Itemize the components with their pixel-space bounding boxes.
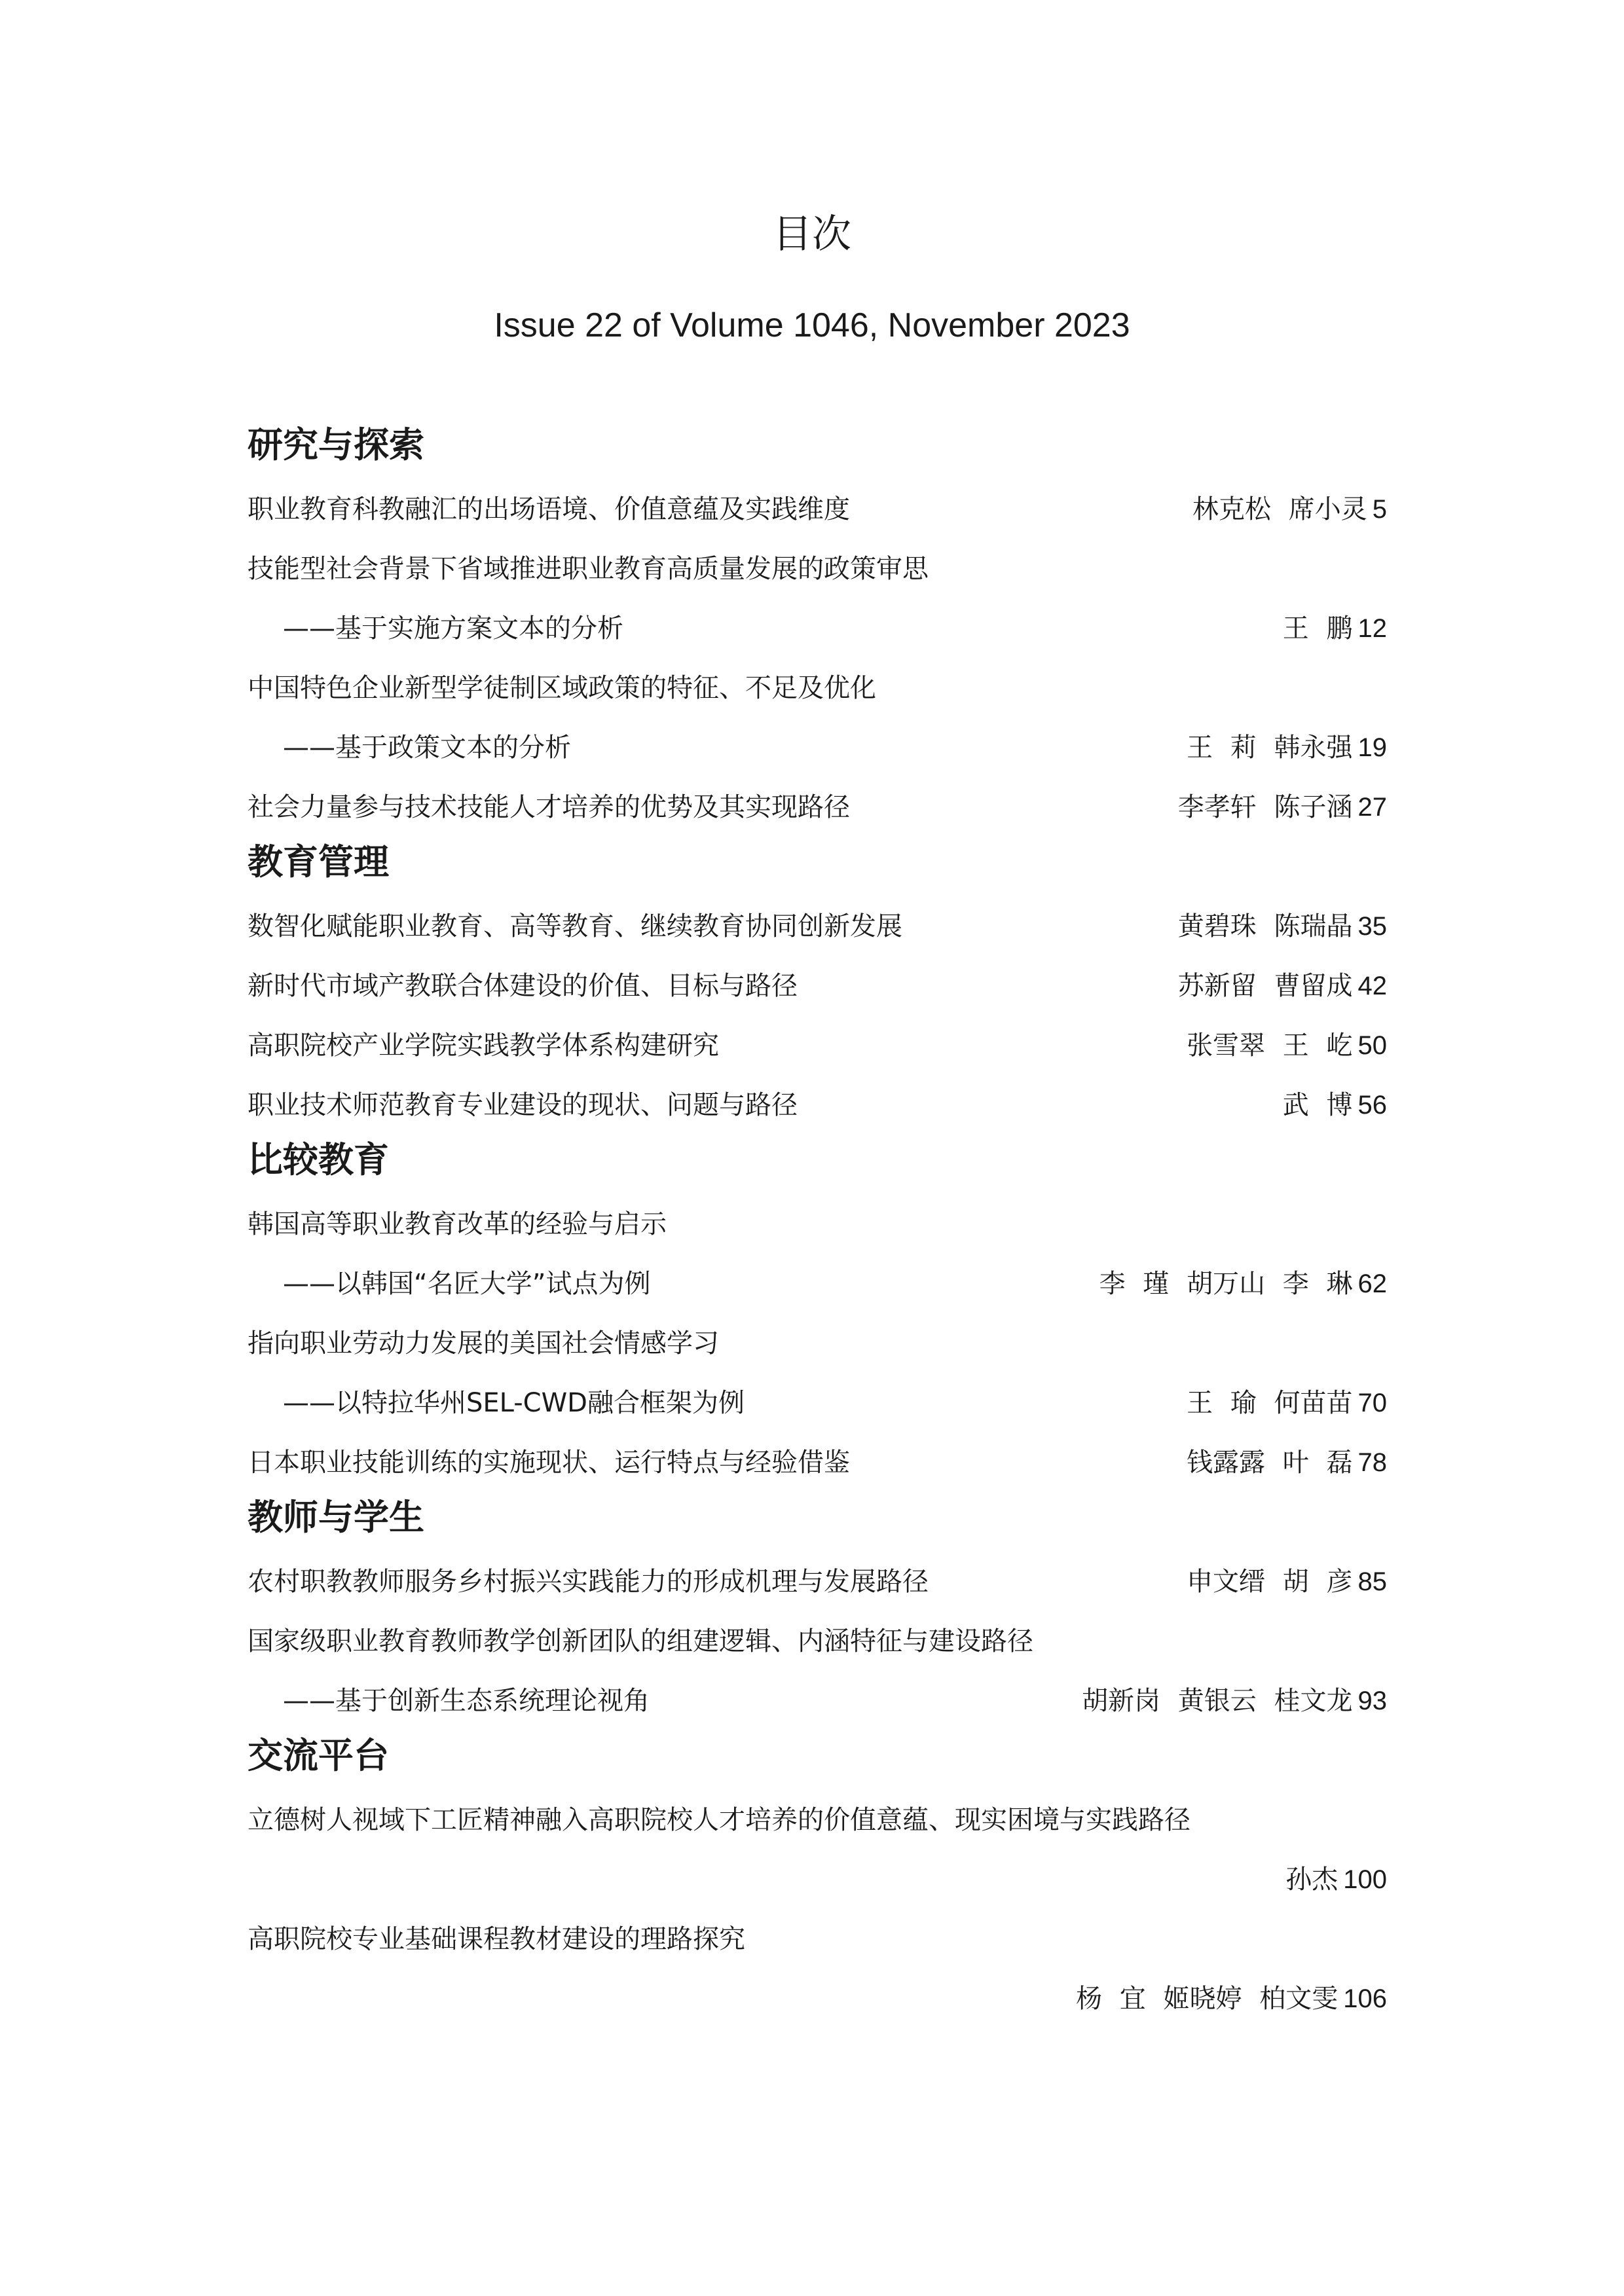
article-title: 中国特色企业新型学徒制区域政策的特征、不足及优化 (248, 673, 876, 703)
page-number: 85 (1357, 1567, 1387, 1596)
toc-entry[interactable] (248, 1203, 1387, 1246)
article-title: 社会力量参与技术技能人才培养的优势及其实现路径 (248, 792, 850, 822)
toc-entry-continued[interactable] (248, 1858, 1387, 1901)
article-authors: 杨 宜 姬晓婷 柏文雯 (1076, 1984, 1338, 2014)
article-authors: 林克松 席小灵 (1192, 494, 1367, 524)
toc-entry[interactable] (248, 488, 1387, 531)
article-title: 高职院校专业基础课程教材建设的理路探究 (248, 1924, 745, 1954)
article-title: 职业技术师范教育专业建设的现状、问题与路径 (248, 1090, 798, 1120)
article-subtitle: ——基于实施方案文本的分析 (283, 613, 623, 644)
page-number: 27 (1357, 793, 1387, 822)
section-heading: 教师与学生 (248, 1497, 424, 1538)
page-number: 42 (1357, 972, 1387, 1000)
page-number: 62 (1357, 1269, 1387, 1298)
article-authors: 李孝轩 陈子涵 (1177, 792, 1353, 822)
page-title: 目次 (773, 211, 851, 257)
article-title: 高职院校产业学院实践教学体系构建研究 (248, 1030, 719, 1061)
article-title: 技能型社会背景下省域推进职业教育高质量发展的政策审思 (248, 554, 929, 584)
article-title: 农村职教教师服务乡村振兴实践能力的形成机理与发展路径 (248, 1567, 929, 1597)
section-heading: 教育管理 (248, 841, 389, 883)
toc-entry[interactable] (248, 666, 1387, 710)
page-number: 35 (1357, 912, 1387, 941)
toc-entry[interactable] (248, 1441, 1387, 1484)
article-authors: 胡新岗 黄银云 桂文龙 (1082, 1686, 1353, 1716)
toc-entry-continued[interactable] (248, 607, 1387, 650)
page-number: 12 (1357, 614, 1387, 643)
page-number: 100 (1343, 1865, 1387, 1894)
article-title: 新时代市域产教联合体建设的价值、目标与路径 (248, 971, 798, 1001)
toc-entry[interactable] (248, 1918, 1387, 1961)
article-authors: 王 瑜 何苗苗 (1187, 1388, 1353, 1418)
article-title: 日本职业技能训练的实施现状、运行特点与经验借鉴 (248, 1448, 850, 1478)
article-title: 国家级职业教育教师教学创新团队的组建逻辑、内涵特征与建设路径 (248, 1626, 1033, 1656)
article-subtitle: ——基于创新生态系统理论视角 (283, 1686, 650, 1716)
toc-entry[interactable] (248, 1322, 1387, 1365)
article-authors: 王 莉 韩永强 (1187, 733, 1353, 763)
article-authors: 钱露露 叶 磊 (1187, 1448, 1353, 1478)
article-subtitle: ——以韩国“名匠大学”试点为例 (283, 1269, 651, 1299)
page-number: 106 (1343, 1984, 1387, 2013)
page-number: 93 (1357, 1686, 1387, 1715)
toc-entry[interactable] (248, 1024, 1387, 1067)
toc-entry-continued[interactable] (248, 1679, 1387, 1722)
section-heading: 交流平台 (248, 1735, 389, 1776)
article-authors: 黄碧珠 陈瑞晶 (1177, 911, 1353, 941)
article-authors: 武 博 (1282, 1090, 1353, 1120)
page-number: 56 (1357, 1091, 1387, 1120)
issue-info: Issue 22 of Volume 1046, November 2023 (494, 306, 1130, 344)
section-heading: 研究与探索 (248, 424, 424, 465)
article-subtitle: ——基于政策文本的分析 (283, 733, 571, 763)
toc-entry-continued[interactable] (248, 1381, 1387, 1425)
toc-entry-continued[interactable] (248, 1262, 1387, 1305)
article-authors: 苏新留 曹留成 (1177, 971, 1353, 1001)
article-title: 韩国高等职业教育改革的经验与启示 (248, 1209, 667, 1239)
page-number: 78 (1357, 1448, 1387, 1477)
toc-entry[interactable] (248, 547, 1387, 591)
article-title: 指向职业劳动力发展的美国社会情感学习 (248, 1328, 719, 1358)
toc-entry[interactable] (248, 964, 1387, 1008)
toc-entry[interactable] (248, 905, 1387, 948)
article-authors: 王 鹏 (1282, 613, 1353, 644)
page-number: 5 (1372, 495, 1387, 524)
article-title: 数智化赋能职业教育、高等教育、继续教育协同创新发展 (248, 911, 902, 941)
page-number: 19 (1357, 733, 1387, 762)
toc-entry[interactable] (248, 1084, 1387, 1127)
article-subtitle: ——以特拉华州SEL-CWD融合框架为例 (283, 1388, 745, 1418)
article-authors: 张雪翠 王 屹 (1187, 1030, 1353, 1061)
article-authors: 申文缙 胡 彦 (1187, 1567, 1353, 1597)
toc-entry[interactable] (248, 1620, 1387, 1663)
toc-entry[interactable] (248, 1798, 1387, 1842)
toc-entry[interactable] (248, 786, 1387, 829)
toc-entry-continued[interactable] (248, 726, 1387, 769)
page-number: 70 (1357, 1389, 1387, 1417)
section-heading: 比较教育 (248, 1139, 389, 1180)
article-title: 职业教育科教融汇的出场语境、价值意蕴及实践维度 (248, 494, 850, 524)
toc-entry-continued[interactable] (248, 1977, 1387, 2020)
article-authors: 李 瑾 胡万山 李 琳 (1099, 1269, 1353, 1299)
toc-entry[interactable] (248, 1560, 1387, 1603)
page-number: 50 (1357, 1031, 1387, 1060)
article-title: 立德树人视域下工匠精神融入高职院校人才培养的价值意蕴、现实困境与实践路径 (248, 1805, 1190, 1835)
article-authors: 孙杰 (1285, 1865, 1338, 1895)
